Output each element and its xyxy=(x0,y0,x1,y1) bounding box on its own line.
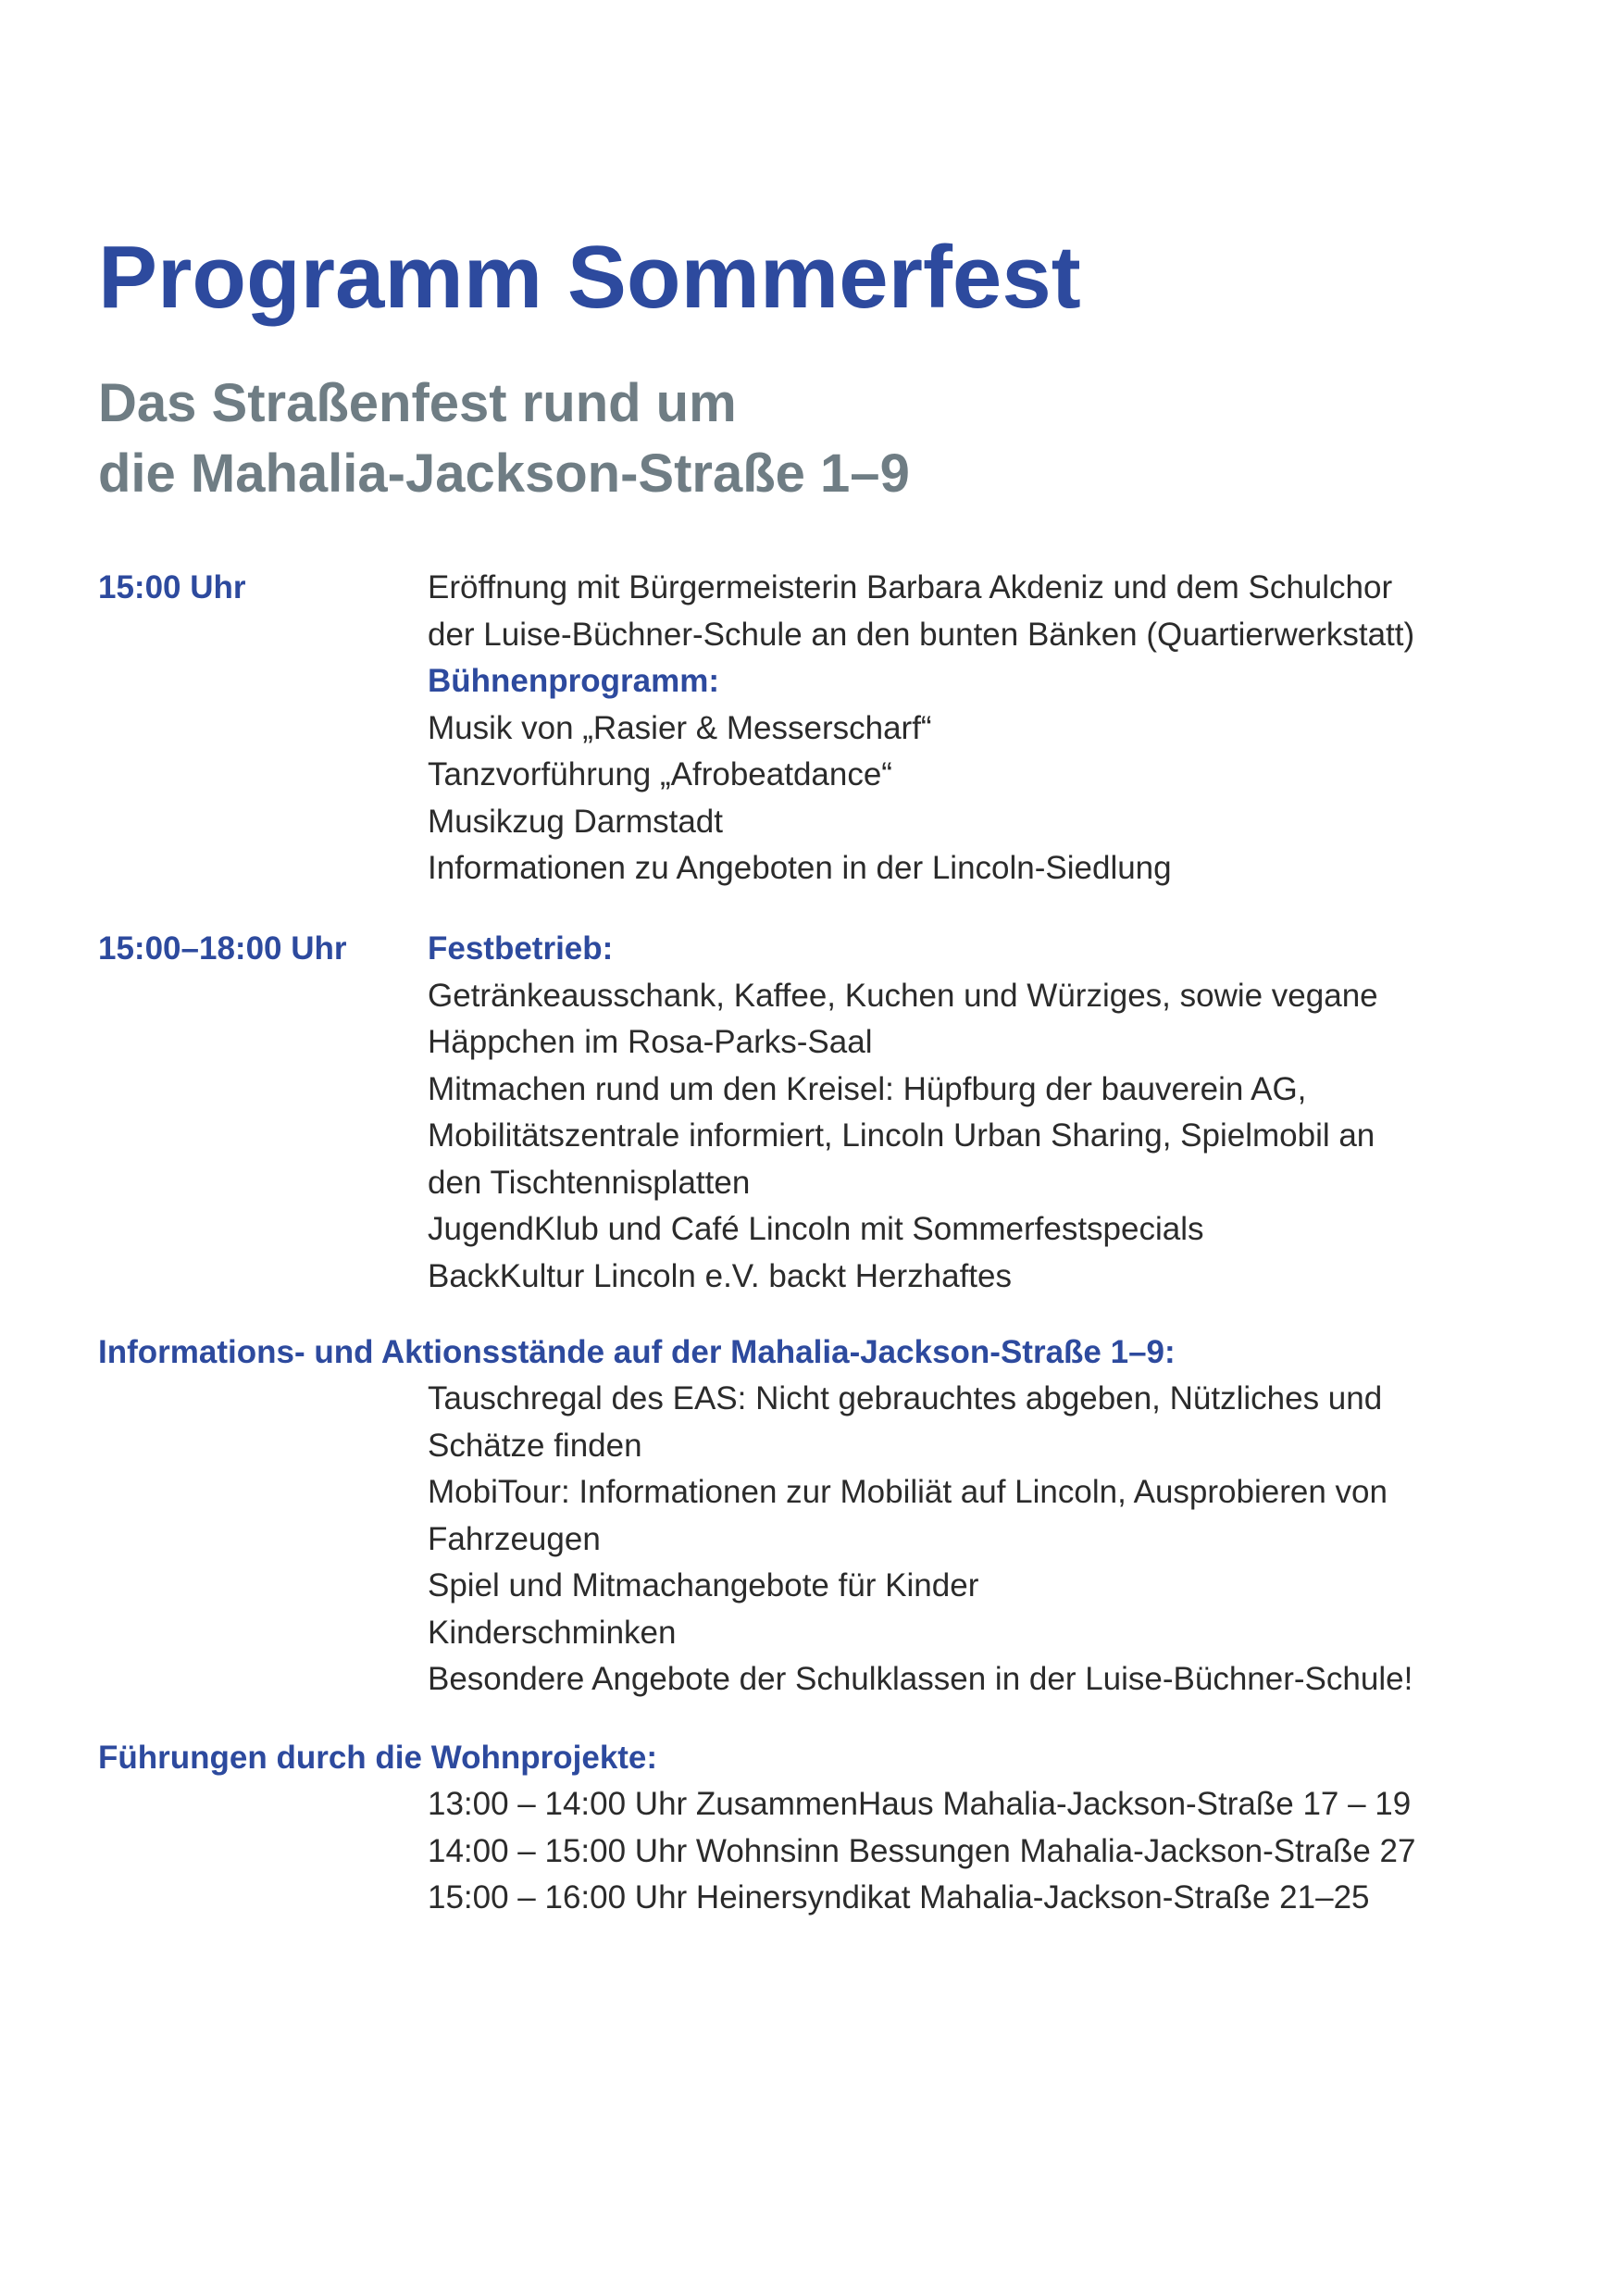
subtitle-line-1: Das Straßenfest rund um xyxy=(98,373,737,433)
program-line: Mitmachen rund um den Kreisel: Hüpfburg der bauverein AG, xyxy=(428,1070,1307,1107)
program-line: BackKultur Lincoln e.V. backt Herzhaftes xyxy=(428,1257,1012,1294)
program-line: MobiTour: Informationen zur Mobiliät auf Lincoln, Ausprobieren von xyxy=(428,1474,1388,1510)
page-subtitle xyxy=(98,368,910,509)
section-content xyxy=(428,565,1538,892)
section-heading: Informations- und Aktionsstände auf der Mahalia-Jackson-Straße 1–9: xyxy=(98,1334,1176,1370)
program-line: Spiel und Mitmachangebote für Kinder xyxy=(428,1567,979,1603)
program-line: Fahrzeugen xyxy=(428,1520,601,1557)
tour-line: 14:00 – 15:00 Uhr Wohnsinn Bessungen Mahalia-Jackson-Straße 27 xyxy=(428,1832,1416,1869)
program-line: Musikzug Darmstadt xyxy=(428,803,723,840)
program-subheading: Festbetrieb: xyxy=(428,930,614,967)
tour-line: 13:00 – 14:00 Uhr ZusammenHaus Mahalia-Jackson-Straße 17 – 19 xyxy=(428,1786,1412,1822)
program-subheading: Bühnenprogramm: xyxy=(428,663,719,699)
section-content xyxy=(428,926,1538,1300)
program-line: Eröffnung mit Bürgermeisterin Barbara Akdeniz und dem Schulchor xyxy=(428,569,1393,605)
program-line: Tauschregal des EAS: Nicht gebrauchtes abgeben, Nützliches und xyxy=(428,1380,1383,1416)
section-time-label: 15:00 Uhr xyxy=(98,569,246,605)
subtitle-line-2: die Mahalia-Jackson-Straße 1–9 xyxy=(98,443,910,504)
program-line: Tanzvorführung „Afrobeatdance“ xyxy=(428,756,892,792)
section-content xyxy=(428,1376,1538,1703)
section-heading: Führungen durch die Wohnprojekte: xyxy=(98,1740,658,1776)
tour-line: 15:00 – 16:00 Uhr Heinersyndikat Mahalia-Jackson-Straße 21–25 xyxy=(428,1879,1370,1915)
program-line: Musik von „Rasier & Messerscharf“ xyxy=(428,709,932,746)
program-line: Kinderschminken xyxy=(428,1614,677,1651)
program-line: Häppchen im Rosa-Parks-Saal xyxy=(428,1024,873,1060)
program-line: JugendKlub und Café Lincoln mit Sommerfestspecials xyxy=(428,1211,1204,1247)
program-line: Informationen zu Angeboten in der Lincoln-Siedlung xyxy=(428,850,1172,886)
section-time-label: 15:00–18:00 Uhr xyxy=(98,930,347,967)
program-line: der Luise-Büchner-Schule an den bunten Bänken (Quartierwerkstatt) xyxy=(428,616,1415,653)
program-line: Schätze finden xyxy=(428,1427,642,1464)
program-line: den Tischtennisplatten xyxy=(428,1164,751,1201)
program-line: Mobilitätszentrale informiert, Lincoln Urban Sharing, Spielmobil an xyxy=(428,1117,1375,1154)
program-line: Getränkeausschank, Kaffee, Kuchen und Würziges, sowie vegane xyxy=(428,977,1378,1014)
page-title: Programm Sommerfest xyxy=(98,228,1081,327)
section-content xyxy=(428,1781,1538,1922)
program-line: Besondere Angebote der Schulklassen in der Luise-Büchner-Schule! xyxy=(428,1661,1413,1697)
